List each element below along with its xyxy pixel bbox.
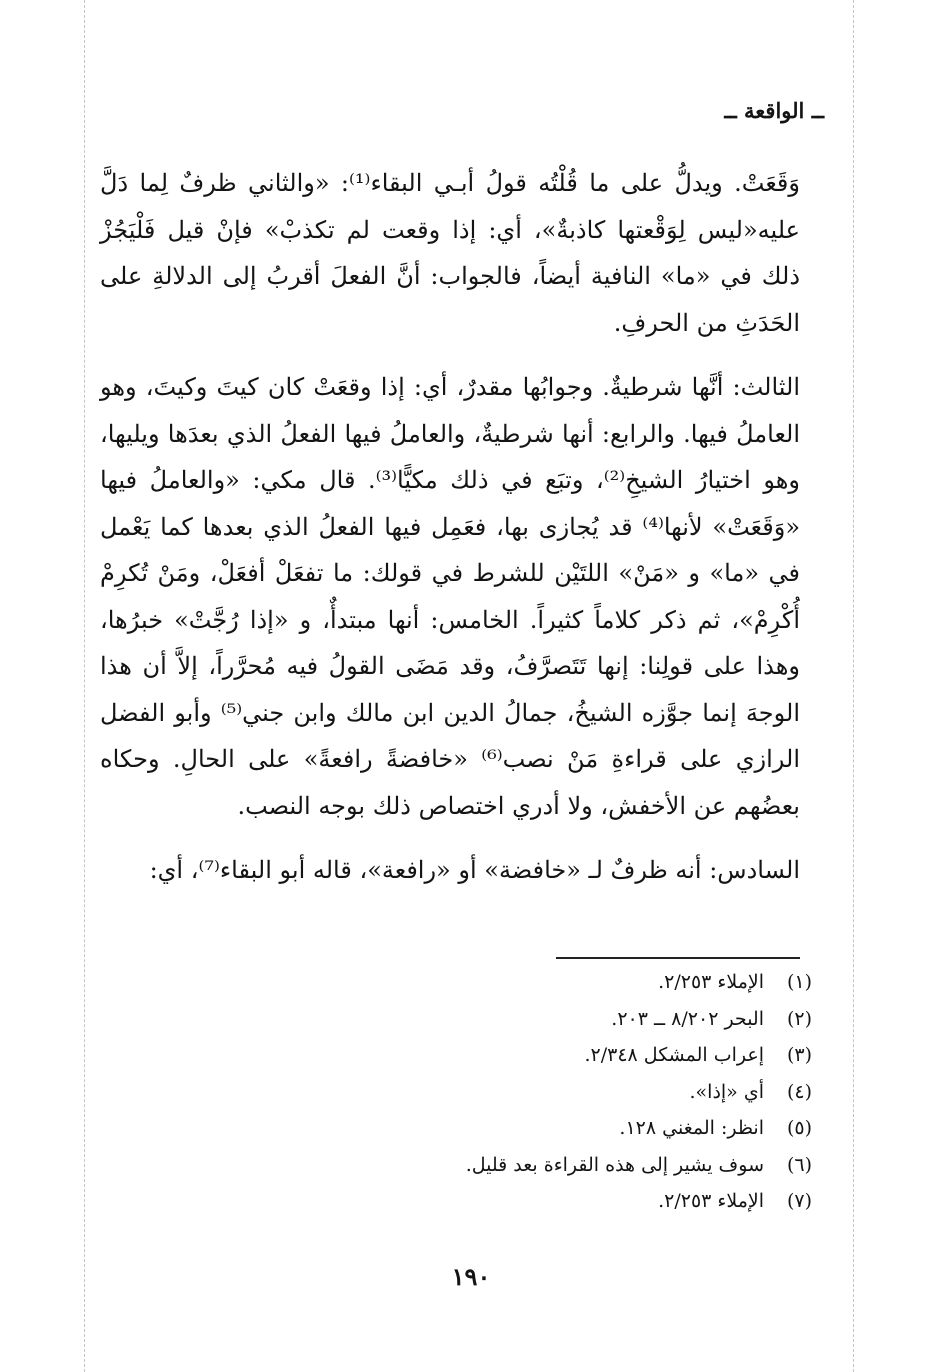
left-margin-guide — [84, 0, 85, 1372]
footnote-number: (٥) — [786, 1117, 812, 1139]
footnote-number: (٤) — [786, 1080, 812, 1103]
footnote-text: البحر ٨/٢٠٢ ــ ٢٠٣. — [611, 1007, 764, 1030]
footnote-number: (١) — [786, 971, 812, 993]
page-number: ١٩٠ — [451, 1262, 491, 1291]
paragraph: السادس: أنه ظرفٌ لـ «خافضة» أو «رافعة»، قاله أبو البقاء⁽⁷⁾، أي: — [149, 856, 800, 884]
right-margin-guide — [853, 0, 854, 1372]
footnote — [152, 1183, 812, 1220]
footnote-separator — [556, 957, 800, 959]
footnote-text: الإملاء ٢/٢٥٣. — [658, 971, 764, 993]
footnote-text: إعراب المشكل ٢/٣٤٨. — [584, 1044, 764, 1066]
footnote-text: أي «إذا». — [689, 1080, 764, 1103]
footnote — [152, 964, 812, 1001]
main-text — [100, 160, 800, 894]
footnote — [152, 1001, 812, 1038]
footnote — [152, 1037, 812, 1074]
paragraph: الثالث: أنَّها شرطيةٌ. وجوابُها مقدرٌ، أي: إذا وقعَتْ كان كيتَ وكيتَ، وهو العاملُ فيها. والرابع: أنها شرطيةٌ، والعاملُ فيها الفعلُ الذي بعدَها ويليها، وهو اختيارُ الشيخِ⁽²⁾، وتبَع في ذلك مكيًّا⁽³⁾. قال مكي: «والعاملُ فيها «وَقَعَتْ» لأنها⁽⁴⁾ قد يُجازى بها، فعَمِل فيها الفعلُ الذي بعدها كما يَعْمل في «ما» و «مَنْ» اللتَيْن للشرط في قولك: ما تفعَلْ أفعَلْ، ومَنْ تُكرِمْ أُكْرِمْ»، ثم ذكر كلاماً كثيراً. الخامس: أنها مبتدأٌ، و «إذا رُجَّتْ» خبرُها، وهذا على قولِنا: إنها تَتَصرَّفُ، وقد مَضَى القولُ فيه مُحرَّراً، إلاَّ أن هذا الوجهَ إنما جوَّزه الشيخُ، جمالُ الدين ابن مالك وابن جني⁽⁵⁾ وأبو الفضل الرازي على قراءةِ مَنْ نصب⁽⁶⁾ «خافضةً رافعةً» على الحالِ. وحكاه بعضُهم عن الأخفش، ولا أدري اختصاص ذلك بوجه النصب. — [100, 373, 801, 820]
footnotes — [152, 964, 812, 1220]
footnote — [152, 1147, 812, 1184]
footnote-number: (٦) — [786, 1153, 812, 1176]
footnote-number: (٣) — [786, 1044, 812, 1066]
footnote — [152, 1074, 812, 1111]
footnote-number: (٢) — [786, 1007, 812, 1030]
footnote-text: الإملاء ٢/٢٥٣. — [658, 1190, 764, 1212]
footnote-text: سوف يشير إلى هذه القراءة بعد قليل. — [465, 1153, 764, 1176]
footnote-number: (٧) — [786, 1190, 812, 1212]
footnote — [152, 1110, 812, 1147]
running-header: ــ الواقعة ــ — [724, 98, 824, 123]
footnote-text: انظر: المغني ١٢٨. — [619, 1117, 764, 1139]
paragraph: وَقَعَتْ. ويدلُّ على ما قُلْتُه قولُ أبـي البقاء⁽¹⁾: «والثاني ظرفٌ لِما دَلَّ عليه«ليس لِوَقْعتها كاذبةٌ»، أي: إذا وقعت لم تكذبْ» فإنْ قيل فَلْيَجُزْ ذلك في «ما» النافية أيضاً، فالجواب: أنَّ الفعلَ أقربُ إلى الدلالةِ على الحَدَثِ من الحرفِ. — [100, 169, 800, 337]
